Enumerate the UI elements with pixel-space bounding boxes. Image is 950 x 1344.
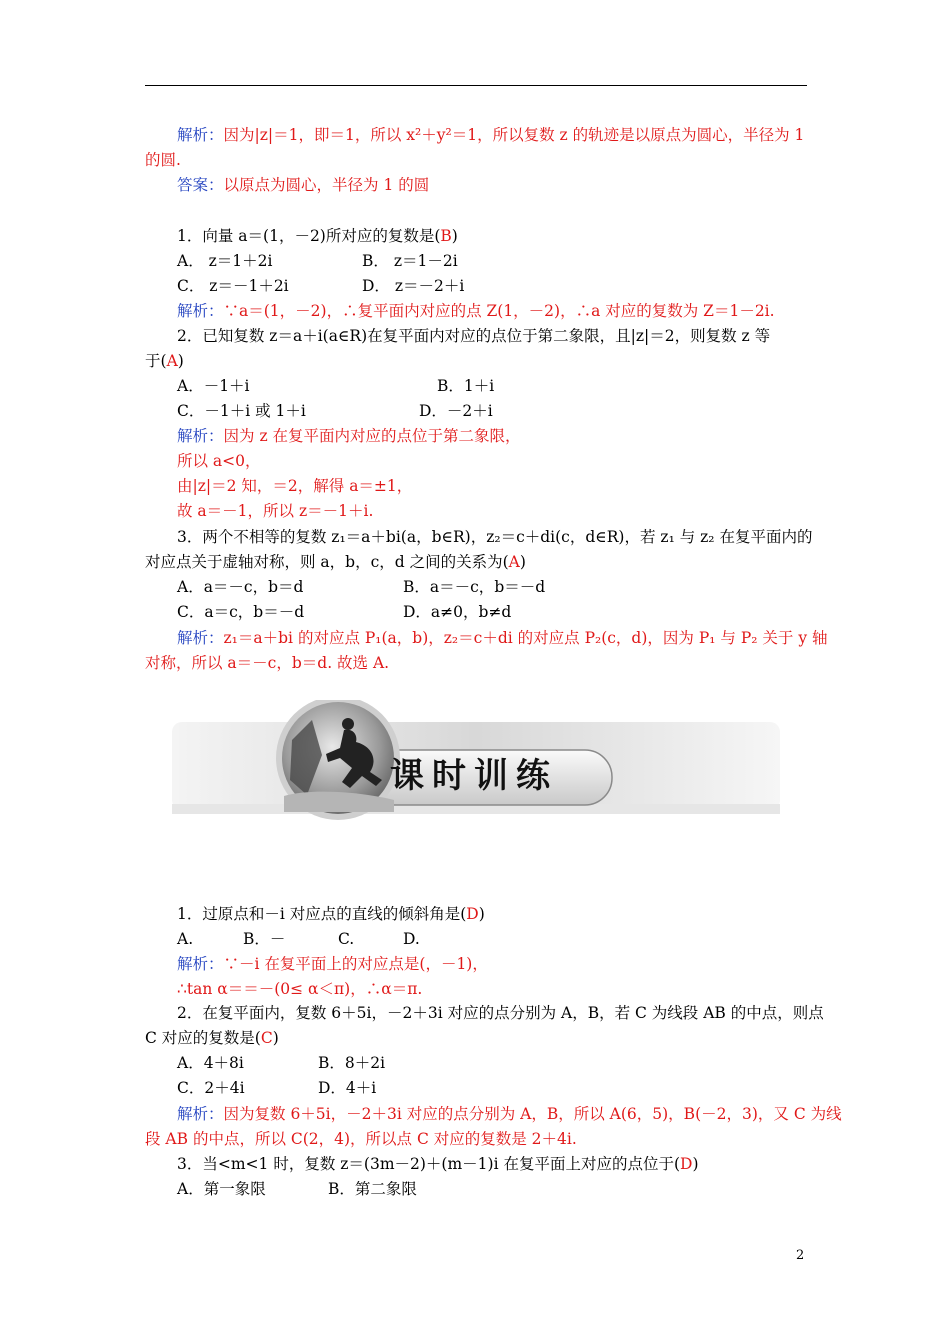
p2-q2-stem-cont: C 对应的复数是(C) <box>145 1029 279 1047</box>
p1-q3-stem-cont: 对应点关于虚轴对称，则 a，b，c，d 之间的关系为(A) <box>145 553 526 571</box>
p1-q1-opt-d: D． z＝－2＋i <box>362 277 465 295</box>
p1-q2-opt-b: B．1＋i <box>437 377 495 395</box>
p1-q3-analysis-2: 对称，所以 a＝－c，b＝d. 故选 A. <box>145 654 390 672</box>
p1-q2-opt-d: D．－2＋i <box>419 402 493 420</box>
p1-q3-opt-a: A．a＝－c，b＝d <box>177 578 304 596</box>
p2-q2-opt-d: D．4＋i <box>318 1079 377 1097</box>
p2-q2-analysis-2: 段 AB 的中点，所以 C(2，4)，所以点 C 对应的复数是 2＋4i. <box>145 1130 577 1148</box>
p1-q2-analysis-3: 由|z|＝2 知，＝2，解得 a＝±1， <box>177 477 413 495</box>
p1-q2-analysis-1: 解析：因为 z 在复平面内对应的点位于第二象限， <box>177 427 521 445</box>
p2-q3-stem: 3．当<m<1 时，复数 z＝(3m－2)＋(m－1)i 在复平面上对应的点位于(D) <box>177 1155 699 1173</box>
p1-q2-opt-c: C．－1＋i 或 1＋i <box>177 402 306 420</box>
answer-letter: A <box>166 352 178 370</box>
p1-q3-opt-c: C．a＝c，b＝－d <box>177 603 305 621</box>
answer-letter: A <box>508 553 520 571</box>
lesson-banner <box>172 700 780 824</box>
answer-text: 以原点为圆心，半径为 1 的圆 <box>223 176 430 194</box>
p2-q2-opt-a: A．4＋8i <box>177 1054 244 1072</box>
p1-q1-stem: 1．向量 a＝(1，－2)所对应的复数是(B) <box>177 227 458 245</box>
p2-q1-analysis-2: ∴tan α＝＝－(0≤ α＜π)，∴α＝π. <box>177 980 423 998</box>
p2-q3-opt-a: A．第一象限 <box>177 1180 266 1198</box>
p2-q2-opt-b: B．8＋2i <box>318 1054 386 1072</box>
p1-q2-opt-a: A．－1＋i <box>177 377 250 395</box>
p2-q2-stem: 2．在复平面内，复数 6＋5i，－2＋3i 对应的点分别为 A，B，若 C 为线段 AB 的中点，则点 <box>177 1004 824 1022</box>
p2-q3-opt-b: B．第二象限 <box>328 1180 417 1198</box>
p1-q3-analysis-1: 解析：z₁＝a＋bi 的对应点 P₁(a，b)，z₂＝c＋di 的对应点 P₂(c，d)，因为 P₁ 与 P₂ 关于 y 轴 <box>177 629 828 647</box>
p1-q3-opt-d: D．a≠0，b≠d <box>403 603 512 621</box>
analysis-label: 解析： <box>177 126 224 144</box>
banner-title: 课时训练 <box>390 756 558 796</box>
p1-q2-analysis-4: 故 a＝－1，所以 z＝－1＋i. <box>177 502 374 520</box>
page-number: 2 <box>796 1248 805 1263</box>
p1-q2-stem-cont: 于(A) <box>145 352 184 370</box>
answer-label: 答案： <box>177 176 224 194</box>
intro-analysis <box>177 125 804 145</box>
p1-q1-opt-c: C． z＝－1＋2i <box>177 277 289 295</box>
p1-q1-analysis: 解析：∵a＝(1，－2)，∴复平面内对应的点 Z(1，－2)，∴a 对应的复数为 Z＝1－2i. <box>177 302 775 320</box>
p1-q3-stem: 3．两个不相等的复数 z₁＝a＋bi(a，b∈R)，z₂＝c＋di(c，d∈R)，若 z₁ 与 z₂ 在复平面内的 <box>177 528 813 546</box>
p2-q1-opt-d: D. <box>403 930 420 948</box>
p2-q1-opt-c: C. <box>338 930 355 948</box>
p1-q3-opt-b: B．a＝－c，b＝－d <box>403 578 546 596</box>
p1-q1-opt-a: A． z＝1＋2i <box>177 252 273 270</box>
p2-q1-stem: 1．过原点和－i 对应点的直线的倾斜角是(D) <box>177 905 485 923</box>
header-rule <box>145 85 807 86</box>
analysis-text: 因为|z|＝1，即＝1，所以 x²＋y²＝1，所以复数 z 的轨迹是以原点为圆心，半径为 1 <box>223 126 805 144</box>
answer-letter: B <box>440 227 452 245</box>
p2-q1-opt-b: B．－ <box>243 930 286 948</box>
p2-q2-opt-c: C．2＋4i <box>177 1079 245 1097</box>
intro-answer <box>177 175 429 195</box>
p1-q1-opt-b: B． z＝1－2i <box>362 252 458 270</box>
answer-letter: D <box>466 905 479 923</box>
intro-analysis-cont: 的圆. <box>145 151 181 169</box>
p1-q2-stem: 2．已知复数 z＝a＋i(a∈R)在复平面内对应的点位于第二象限，且|z|＝2，则复数 z 等 <box>177 327 771 345</box>
p1-q2-analysis-2: 所以 a<0， <box>177 452 261 470</box>
p2-q1-analysis-1: 解析：∵－i 在复平面上的对应点是(，－1)， <box>177 955 488 973</box>
p2-q2-analysis-1: 解析：因为复数 6＋5i，－2＋3i 对应的点分别为 A，B，所以 A(6，5)，B(－2，3)，又 C 为线 <box>177 1105 842 1123</box>
answer-letter: C <box>260 1029 273 1047</box>
answer-letter: D <box>680 1155 693 1173</box>
p2-q1-opt-a: A. <box>177 930 194 948</box>
